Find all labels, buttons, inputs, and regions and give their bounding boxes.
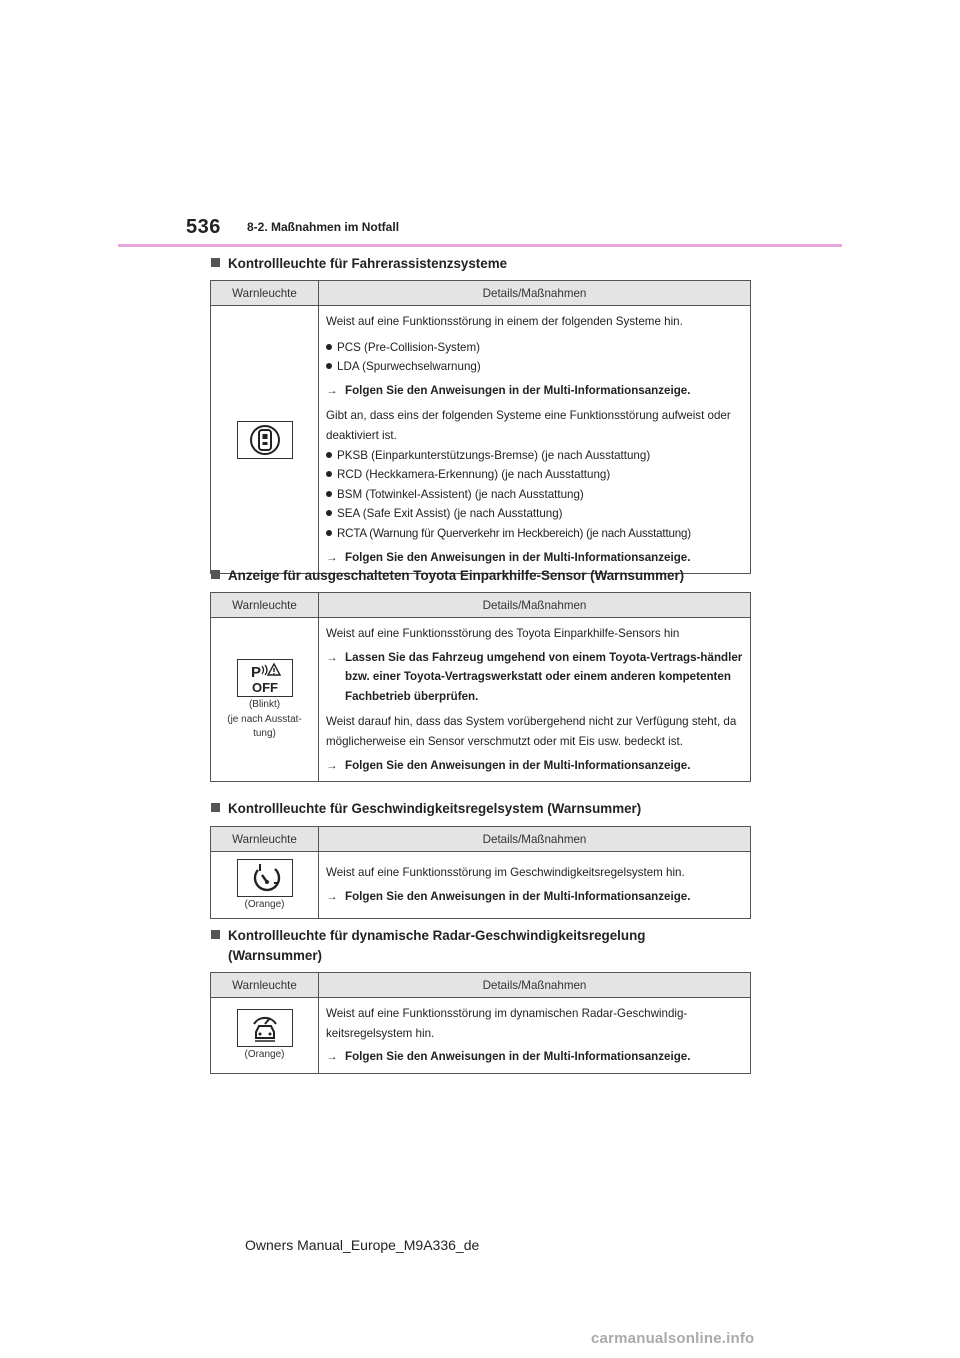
square-bullet-icon xyxy=(211,930,220,939)
table-header-row xyxy=(211,973,751,998)
table-row xyxy=(211,306,751,574)
column-header-warnleuchte: Warnleuchte xyxy=(211,827,319,852)
square-bullet-icon xyxy=(211,258,220,267)
column-header-warnleuchte: Warnleuchte xyxy=(211,593,319,618)
action-instruction xyxy=(326,648,746,707)
details-cell xyxy=(319,998,751,1074)
list-item xyxy=(326,485,746,505)
list-item-text: BSM (Totwinkel-Assistent) (je nach Ausstattung) xyxy=(337,487,584,501)
table-row xyxy=(211,852,751,919)
arrow-right-icon: → xyxy=(326,890,338,903)
details-cell xyxy=(319,852,751,919)
chapter-title: 8-2. Maßnahmen im Notfall xyxy=(247,220,400,234)
list-item xyxy=(326,504,746,524)
section-heading-text: Kontrollleuchte für dynamische Radar-Geschwindigkeitsregelung xyxy=(228,928,646,943)
list-item-text: RCTA (Warnung für Querverkehr im Heckbereich) (je nach Ausstattung) xyxy=(337,526,691,540)
bullet-dot-icon xyxy=(326,530,332,536)
section-heading-text-continued: (Warnsummer) xyxy=(228,948,322,963)
page-number: 536 xyxy=(186,216,221,238)
list-item-text: LDA (Spurwechselwarnung) xyxy=(337,360,481,374)
square-bullet-icon xyxy=(211,803,220,812)
details-cell xyxy=(319,618,751,782)
action-text: Folgen Sie den Anweisungen in der Multi-Informationsanzeige. xyxy=(345,383,691,397)
driver-assist-warning-icon xyxy=(237,421,293,459)
arrow-right-icon: → xyxy=(326,650,338,664)
list-item xyxy=(326,357,746,377)
table-header-row xyxy=(211,827,751,852)
radar-cruise-warning-icon xyxy=(237,1009,293,1047)
arrow-right-icon: → xyxy=(326,383,338,397)
arrow-right-icon: → xyxy=(326,758,338,772)
table-header-row xyxy=(211,281,751,306)
list-item-text: RCD (Heckkamera-Erkennung) (je nach Ausstattung) xyxy=(337,468,611,482)
section-heading-cruise-control xyxy=(211,799,751,819)
action-text: Folgen Sie den Anweisungen in der Multi-Informationsanzeige. xyxy=(345,1050,691,1064)
section-heading-radar-cruise xyxy=(211,926,751,966)
warning-icon-cell xyxy=(211,998,319,1074)
detail-text: Weist auf eine Funktionsstörung im Geschwindigkeitsregelsystem hin. xyxy=(326,866,685,880)
bullet-dot-icon xyxy=(326,344,332,350)
table-header-row xyxy=(211,593,751,618)
svg-text:P: P xyxy=(250,663,261,681)
warning-icon-cell xyxy=(211,852,319,919)
arrow-right-icon: → xyxy=(326,1050,338,1064)
action-text: Folgen Sie den Anweisungen in der Multi-Informationsanzeige. xyxy=(345,758,691,772)
table-row xyxy=(211,618,751,782)
warning-icon-cell xyxy=(211,306,319,574)
column-header-details: Details/Maßnahmen xyxy=(319,281,751,306)
action-instruction xyxy=(326,548,746,568)
icon-note-equipment: (je nach Ausstat-tung) xyxy=(227,713,302,739)
warning-icon-cell xyxy=(211,618,319,782)
list-item-text: PCS (Pre-Collision-System) xyxy=(337,340,481,354)
detail-text: Gibt an, dass eins der folgenden Systeme eine Funktionsstörung aufweist oder deaktiviert ist. xyxy=(326,409,731,442)
bullet-dot-icon xyxy=(326,471,332,477)
square-bullet-icon xyxy=(211,570,220,579)
header-divider xyxy=(118,244,842,247)
bullet-dot-icon xyxy=(326,510,332,516)
detail-text: Weist darauf hin, dass das System vorübergehend nicht zur Verfügung steht, da möglicherweise ein Sensor verschmutzt oder mit Eis usw. bedeckt ist. xyxy=(326,715,737,748)
action-instruction xyxy=(326,1047,746,1067)
table-row xyxy=(211,998,751,1074)
list-item xyxy=(326,446,746,466)
detail-text: Weist auf eine Funktionsstörung des Toyota Einparkhilfe-Sensors hin xyxy=(326,627,680,640)
action-text: Folgen Sie den Anweisungen in der Multi-Informationsanzeige. xyxy=(345,890,691,903)
driver-assist-table xyxy=(210,280,751,574)
section-heading-text: Kontrollleuchte für Fahrerassistenzsysteme xyxy=(228,256,508,271)
action-instruction xyxy=(326,756,746,776)
list-item-text: PKSB (Einparkunterstützungs-Bremse) (je nach Ausstattung) xyxy=(337,448,651,462)
column-header-details: Details/Maßnahmen xyxy=(319,827,751,852)
action-instruction xyxy=(326,887,746,907)
bullet-dot-icon xyxy=(326,363,332,369)
icon-note-color: (Orange) xyxy=(244,898,285,910)
parking-sensor-table xyxy=(210,592,751,782)
details-cell xyxy=(319,306,751,574)
footer-manual-id: Owners Manual_Europe_M9A336_de xyxy=(245,1237,480,1253)
parking-sensor-off-icon xyxy=(237,659,293,697)
icon-note-blink: (Blinkt) xyxy=(248,698,281,710)
detail-text: Weist auf eine Funktionsstörung im dynamischen Radar-Geschwindig-keitsregelsystem hin. xyxy=(326,1007,688,1040)
bullet-dot-icon xyxy=(326,491,332,497)
cruise-control-warning-icon xyxy=(237,859,293,897)
action-text: Folgen Sie den Anweisungen in der Multi-Informationsanzeige. xyxy=(345,550,691,564)
detail-text: Weist auf eine Funktionsstörung in einem der folgenden Systeme hin. xyxy=(326,315,683,328)
icon-note-color: (Orange) xyxy=(244,1048,285,1060)
list-item xyxy=(326,338,746,358)
column-header-details: Details/Maßnahmen xyxy=(319,593,751,618)
section-heading-driver-assist xyxy=(211,254,751,274)
radar-cruise-table xyxy=(210,972,751,1074)
watermark: carmanualsonline.info xyxy=(591,1330,755,1347)
list-item-text: SEA (Safe Exit Assist) (je nach Ausstattung) xyxy=(337,507,563,521)
action-instruction xyxy=(326,381,746,401)
column-header-details: Details/Maßnahmen xyxy=(319,973,751,998)
section-heading-text: Kontrollleuchte für Geschwindigkeitsregelsystem (Warnsummer) xyxy=(228,801,642,816)
bullet-dot-icon xyxy=(326,452,332,458)
action-text: Lassen Sie das Fahrzeug umgehend von einem Toyota-Vertrags-händler bzw. einer Toyota-Vertragswerkstatt oder einem anderen kompetenten Fachbetrieb überprüfen. xyxy=(345,650,743,703)
section-heading-parking-sensor xyxy=(211,566,751,586)
column-header-warnleuchte: Warnleuchte xyxy=(211,281,319,306)
list-item xyxy=(326,465,746,485)
section-heading-text: Anzeige für ausgeschalteten Toyota Einparkhilfe-Sensor (Warnsummer) xyxy=(228,568,685,583)
column-header-warnleuchte: Warnleuchte xyxy=(211,973,319,998)
cruise-control-table xyxy=(210,826,751,919)
svg-text:OFF: OFF xyxy=(251,679,278,695)
arrow-right-icon: → xyxy=(326,550,338,564)
list-item xyxy=(326,524,746,544)
